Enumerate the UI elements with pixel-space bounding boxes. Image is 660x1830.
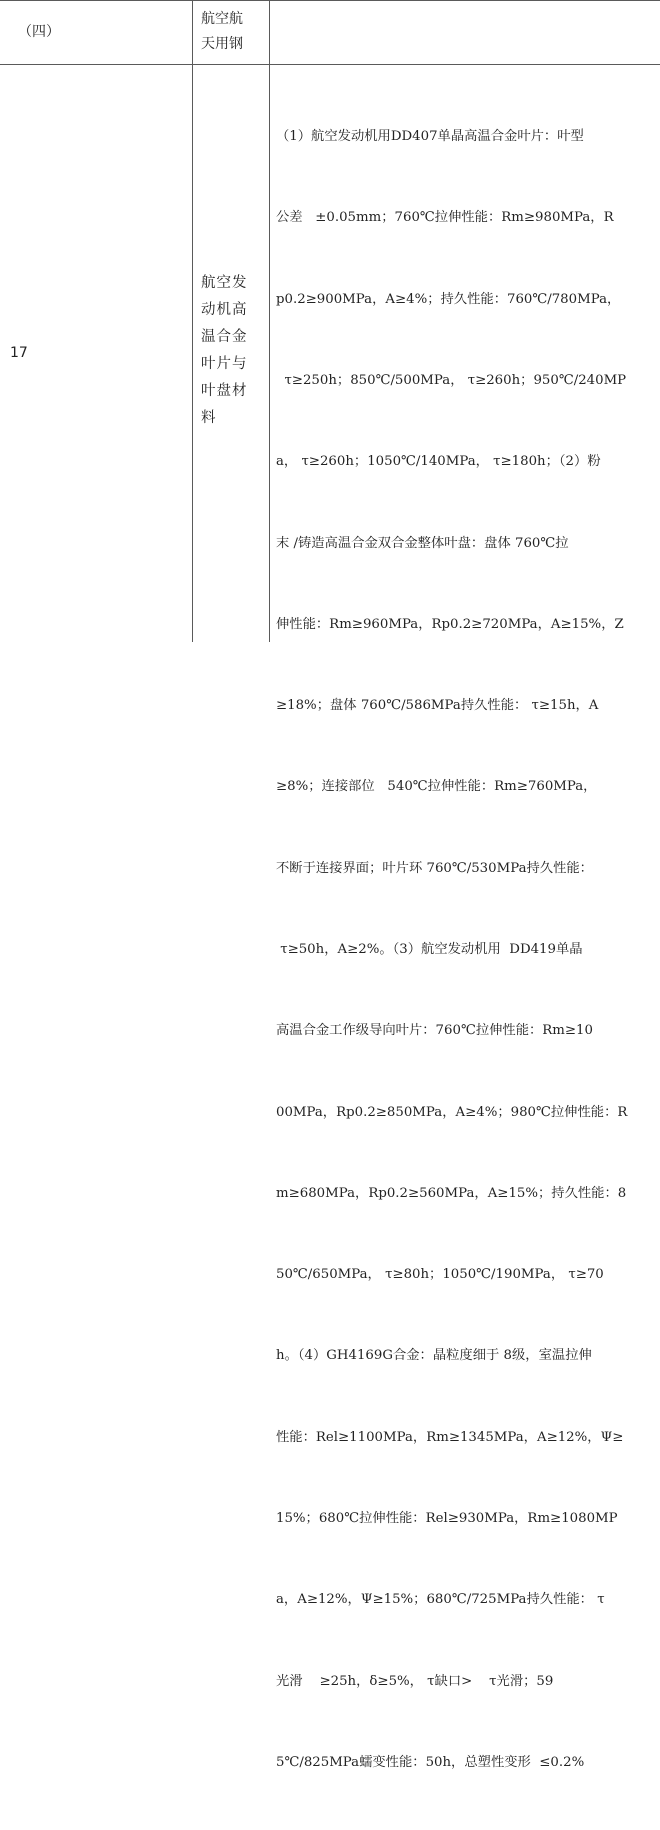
spec-line: 性能：Rel≥1100MPa，Rm≥1345MPa，A≥12%，Ψ≥ (276, 1429, 624, 1445)
spec-line: 高温合金工作级导向叶片：760℃拉伸性能：Rm≥10 (276, 1023, 593, 1039)
spec-line: τ≥50h，A≥2%。（3）航空发动机用 DD419单晶 (276, 942, 583, 957)
header-type-cell (201, 7, 267, 57)
spec-line: p0.2≥900MPa，A≥4%；持久性能：760℃/780MPa， (276, 291, 621, 307)
header-category-cell (18, 0, 60, 64)
row-number: 17 (10, 345, 28, 361)
header-category: （四） (18, 23, 60, 40)
spec-line: （1）航空发动机用DD407单晶高温合金叶片：叶型 (276, 129, 584, 145)
row-name-line: 航空发 (201, 275, 248, 291)
row-name-line: 叶片与 (201, 356, 248, 372)
spec-line: 00MPa，Rp0.2≥850MPa，A≥4%；980℃拉伸性能：R (276, 1104, 628, 1120)
spec-line: 光滑 ≥25h，δ≥5%， τ缺口> τ光滑；59 (276, 1673, 554, 1689)
spec-line: τ≥250h；850℃/500MPa， τ≥260h；950℃/240MP (276, 373, 627, 389)
header-type-line2: 天用钢 (201, 36, 243, 52)
grid-line-col2 (269, 0, 270, 642)
grid-line-header-bottom (0, 64, 660, 65)
row-name-line: 叶盘材 (201, 383, 248, 399)
spec-line: 50℃/650MPa， τ≥80h；1050℃/190MPa， τ≥70 (276, 1267, 604, 1283)
spec-line: h。（4）GH4169G合金：晶粒度细于 8级，室温拉伸 (276, 1348, 592, 1364)
spec-line: ≥18%；盘体 760℃/586MPa持久性能： τ≥15h，A (276, 698, 599, 714)
spec-line: m≥680MPa，Rp0.2≥560MPa，A≥15%；持久性能：8 (276, 1185, 627, 1201)
grid-line-top (0, 0, 660, 1)
row-spec-cell (276, 69, 660, 1830)
row-name-line: 动机高 (201, 302, 248, 318)
header-type-line1: 航空航 (201, 11, 243, 27)
spec-line: 不断于连接界面；叶片环 760℃/530MPa持久性能： (276, 860, 593, 876)
row-name-line: 温合金 (201, 329, 248, 345)
spec-line: 5℃/825MPa蠕变性能：50h，总塑性变形 ≤0.2% (276, 1754, 585, 1770)
row-name-line: 料 (201, 410, 217, 426)
row-name-cell (201, 270, 267, 432)
grid-line-col1 (192, 0, 193, 642)
spec-line: 伸性能：Rm≥960MPa，Rp0.2≥720MPa，A≥15%，Z (276, 616, 624, 632)
spec-line: ≥8%；连接部位 540℃拉伸性能：Rm≥760MPa， (276, 779, 597, 795)
spec-line: 公差 ±0.05mm；760℃拉伸性能：Rm≥980MPa，R (276, 210, 614, 226)
spec-line: 末 /铸造高温合金双合金整体叶盘：盘体 760℃拉 (276, 535, 569, 551)
spec-line: 15%；680℃拉伸性能：Rel≥930MPa，Rm≥1080MP (276, 1510, 618, 1526)
spec-line: a， τ≥260h；1050℃/140MPa， τ≥180h；（2）粉 (276, 454, 601, 470)
spec-line: a，A≥12%，Ψ≥15%；680℃/725MPa持久性能： τ (276, 1592, 605, 1608)
